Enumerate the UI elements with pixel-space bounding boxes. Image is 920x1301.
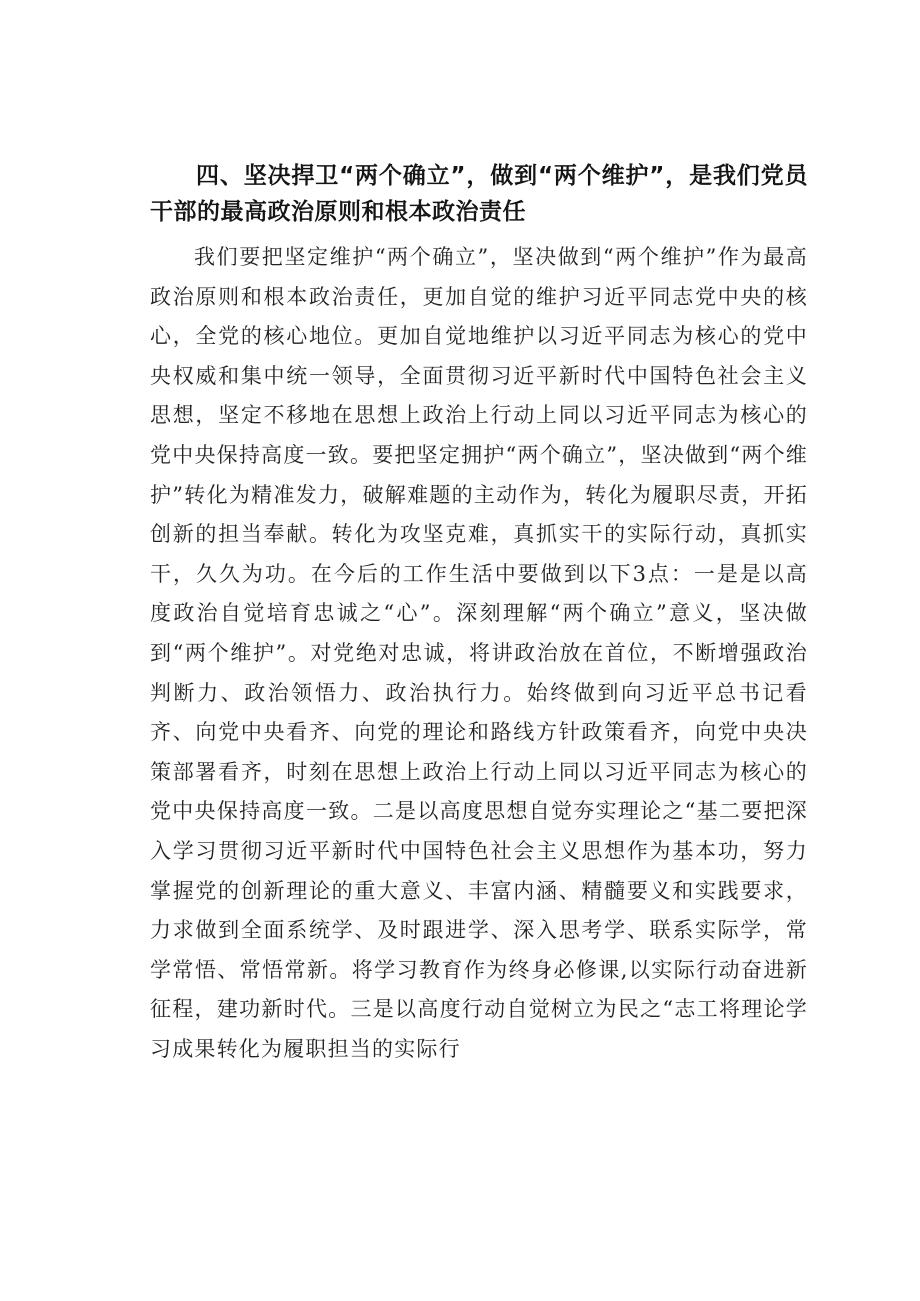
body-paragraph: 我们要把坚定维护“两个确立”，坚决做到“两个维护”作为最高政治原则和根本政治责任，更加自觉的维护习近平同志党中央的核心，全党的核心地位。更加自觉地维护以习近平同志为核心的党中央权威和集中统一领导，全面贯彻习近平新时代中国特色社会主义思想，坚定不移地在思想上政治上行动上同以习近平同志为核心的党中央保持高度一致。要把坚定拥护“两个确立”，坚决做到“两个维护”转化为精准发力，破解难题的主动作为，转化为履职尽责，开拓创新的担当奉献。转化为攻坚克难，真抓实干的实际行动，真抓实干，久久为功。在今后的工作生活中要做到以下3点：一是是以高度政治自觉培育忠诚之“心”。深刻理解“两个确立”意义，坚决做到“两个维护”。对党绝对忠诚，将讲政治放在首位，不断增强政治判断力、政治领悟力、政治执行力。始终做到向习近平总书记看齐、向党中央看齐、向党的理论和路线方针政策看齐，向党中央决策部署看齐，时刻在思想上政治上行动上同以习近平同志为核心的党中央保持高度一致。二是以高度思想自觉夯实理论之“基二要把深入学习贯彻习近平新时代中国特色社会主义思想作为基本功，努力掌握党的创新理论的重大意义、丰富内涵、精髓要义和实践要求，力求做到全面系统学、及时跟进学、深入思考学、联系实际学，常学常悟、常悟常新。将学习教育作为终身必修课,以实际行动奋进新征程，建功新时代。三是以高度行动自觉树立为民之“志工将理论学习成果转化为履职担当的实际行 — [150, 245, 808, 1061]
section-heading: 四、坚决捍卫“两个确立”，做到“两个维护”，是我们党员干部的最高政治原则和根本政治责任 — [150, 163, 808, 225]
document-content — [150, 158, 808, 1069]
